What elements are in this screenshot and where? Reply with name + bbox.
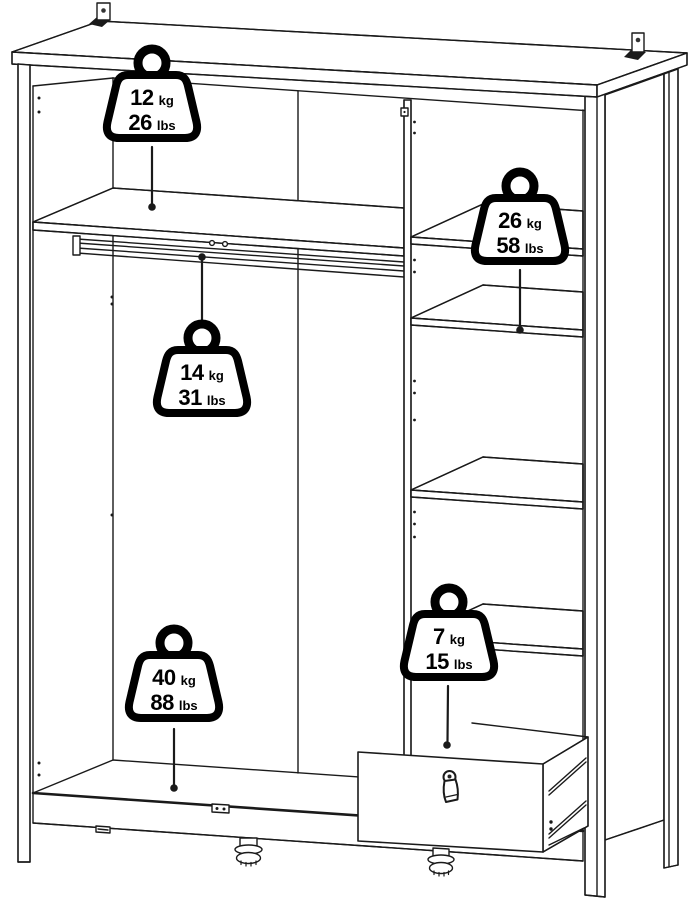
adjustable-foot-center [235,838,262,866]
top-shelf [33,188,404,256]
left-side-panel [18,64,30,862]
weight-capacity-label-drawer [394,581,504,693]
kg-value: 14 [180,360,204,385]
weight-capacity-text [119,665,229,715]
kg-unit: kg [449,632,465,647]
right-side-panel [605,74,664,840]
shelf-pin-holes-divider [413,121,416,539]
lbs-value: 31 [178,385,202,410]
bottom-clip [96,826,110,833]
kg-value: 12 [130,85,154,110]
kg-unit: kg [180,673,196,688]
weight-capacity-label-bottom-panel [119,622,229,734]
lbs-value: 58 [496,233,520,258]
kg-unit: kg [158,93,174,108]
drawer-handle [444,771,458,802]
floor-guide-clip [212,804,229,813]
lbs-unit: lbs [178,698,198,713]
weight-capacity-label-top-shelf [97,42,207,154]
lbs-value: 88 [150,690,174,715]
weight-capacity-text [394,624,504,674]
kg-unit: kg [526,216,542,231]
right-shelf-2 [411,285,583,337]
kg-unit: kg [208,368,224,383]
lbs-value: 15 [425,649,449,674]
weight-capacity-text [465,208,575,258]
right-shelf-3 [411,457,583,509]
kg-value: 26 [498,208,522,233]
lbs-unit: lbs [206,393,226,408]
weight-capacity-label-hanging-rail [147,317,257,429]
weight-capacity-text [97,85,207,135]
kg-value: 7 [433,624,445,649]
lbs-unit: lbs [453,657,473,672]
rear-right-leg [664,69,678,868]
lbs-unit: lbs [524,241,544,256]
weight-capacity-text [147,360,257,410]
lbs-value: 26 [128,110,152,135]
lbs-unit: lbs [156,118,176,133]
weight-capacity-label-right-upper-shelf [465,165,575,277]
kg-value: 40 [152,665,176,690]
